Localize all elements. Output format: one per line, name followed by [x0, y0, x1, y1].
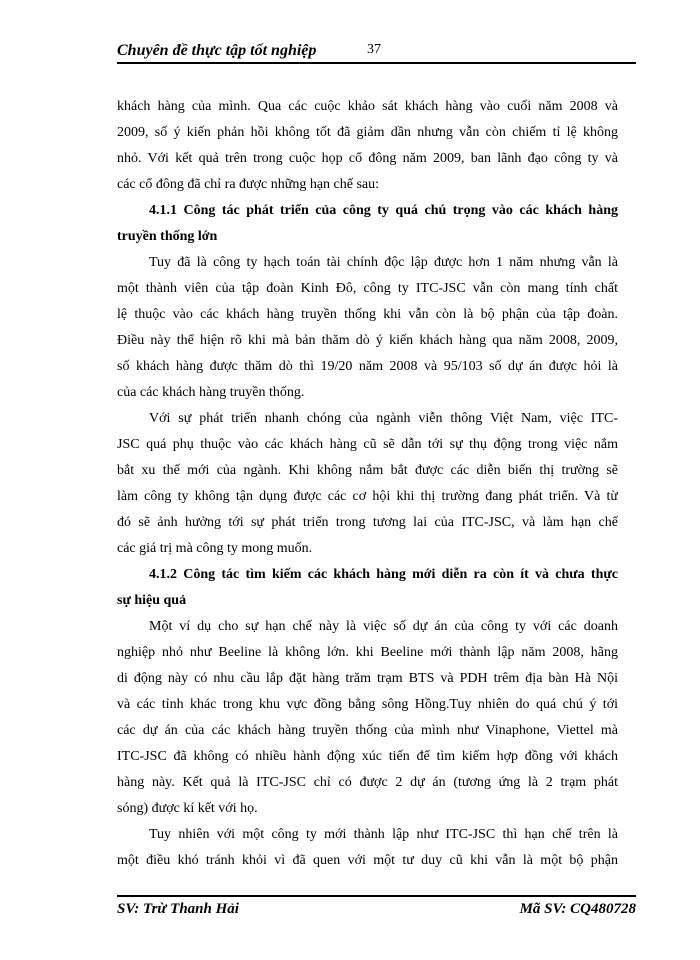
- paragraph-line: bắt xu thế mới của ngành. Khi không nắm bắt được các diễn biến thị trường sẽ: [117, 463, 618, 478]
- paragraph-line: các cổ đông đã chỉ ra được những hạn chế sau:: [117, 177, 380, 192]
- page-header: [117, 38, 636, 64]
- paragraph-line: hàng này. Kết quả là ITC-JSC chỉ có được 2 dự án (tương ứng là 2 trạm phát: [117, 775, 618, 790]
- section-heading-4-1-1: 4.1.1 Công tác phát triển của công ty quá chú trọng vào các khách hàng: [149, 203, 618, 218]
- paragraph-line: JSC quá phụ thuộc vào các khách hàng cũ sẽ dẫn tới sự thụ động trong việc nắm: [117, 437, 618, 452]
- paragraph-line: một thành viên của tập đoàn Kinh Đô, công ty ITC-JSC vẫn còn mang tính chất: [117, 281, 618, 296]
- paragraph-line: ITC-JSC đã không có nhiều hành động xúc tiến để tìm kiếm hợp đồng với khách: [117, 749, 618, 764]
- student-code: Mã SV: CQ480728: [519, 901, 636, 917]
- section-heading-4-1-2-cont: sự hiệu quả: [117, 593, 187, 608]
- paragraph-line: Một ví dụ cho sự hạn chế này là việc số dự án của công ty với các doanh: [149, 619, 618, 634]
- paragraph-line: một điều khó tránh khỏi vì đã quen với một tư duy cũ khi vẫn là một bộ phận: [117, 853, 618, 868]
- footer-rule: [117, 895, 636, 897]
- paragraph-line: Tuy nhiên với một công ty mới thành lập như ITC-JSC thì hạn chế trên là: [149, 827, 618, 842]
- paragraph-line: các dự án của các khách hàng truyền thống của mình như Vinaphone, Viettel mà: [117, 723, 618, 738]
- paragraph-line: các giá trị mà công ty mong muốn.: [117, 541, 313, 556]
- paragraph-line: nghiệp nhỏ như Beeline là không lớn. khi Beeline mới thành lập năm 2008, hãng: [117, 645, 618, 660]
- paragraph-line: 2009, số ý kiến phản hồi không tốt đã giảm dần nhưng vẫn còn chiếm tỉ lệ không: [117, 125, 618, 140]
- paragraph-line: của các khách hàng truyền thống.: [117, 385, 305, 400]
- student-name: SV: Trừ Thanh Hải: [117, 901, 239, 917]
- paragraph-line: số khách hàng được thăm dò thì 19/20 năm 2008 và 95/103 số dự án được hỏi là: [117, 359, 618, 374]
- paragraph-line: lệ thuộc vào các khách hàng truyền thống khi vẫn còn là bộ phận của tập đoàn.: [117, 307, 618, 322]
- paragraph-line: sóng) được kí kết với họ.: [117, 801, 258, 816]
- paragraph-line: và các tỉnh khác trong khu vực đồng bằng sông Hồng.Tuy nhiên do quá chú ý tới: [117, 697, 618, 712]
- section-heading-4-1-2: 4.1.2 Công tác tìm kiếm các khách hàng mới diễn ra còn ít và chưa thực: [149, 567, 618, 582]
- page-number: 37: [367, 42, 381, 57]
- paragraph-line: di động này có nhu cầu lắp đặt hàng trăm trạm BTS và PDH trêm địa bàn Hà Nội: [117, 671, 618, 686]
- document-title: Chuyên đề thực tập tốt nghiệp: [117, 42, 317, 59]
- paragraph-line: Điều này thể hiện rõ khi mà bản thăm dò ý kiến khách hàng qua năm 2008, 2009,: [117, 333, 618, 348]
- paragraph-line: nhỏ. Với kết quả trên trong cuộc họp cổ đông năm 2009, ban lãnh đạo công ty và: [117, 151, 618, 166]
- paragraph-line: làm công ty không tận dụng được các cơ hội khi thị trường đang phát triển. Và từ: [117, 489, 618, 504]
- paragraph-line: Với sự phát triển nhanh chóng của ngành viễn thông Việt Nam, việc ITC-: [149, 411, 618, 426]
- paragraph-line: khách hàng của mình. Qua các cuộc khảo sát khách hàng vào cuối năm 2008 và: [117, 99, 618, 114]
- paragraph-line: Tuy đã là công ty hạch toán tài chính độc lập được hơn 1 năm nhưng vẫn là: [149, 255, 618, 270]
- header-rule: [117, 62, 636, 64]
- page-body: [117, 94, 618, 874]
- page-footer: [117, 895, 636, 925]
- section-heading-4-1-1-cont: truyền thống lớn: [117, 229, 218, 244]
- paragraph-line: đó sẽ ảnh hưởng tới sự phát triển trong tương lai của ITC-JSC, và làm hạn chế: [117, 515, 618, 530]
